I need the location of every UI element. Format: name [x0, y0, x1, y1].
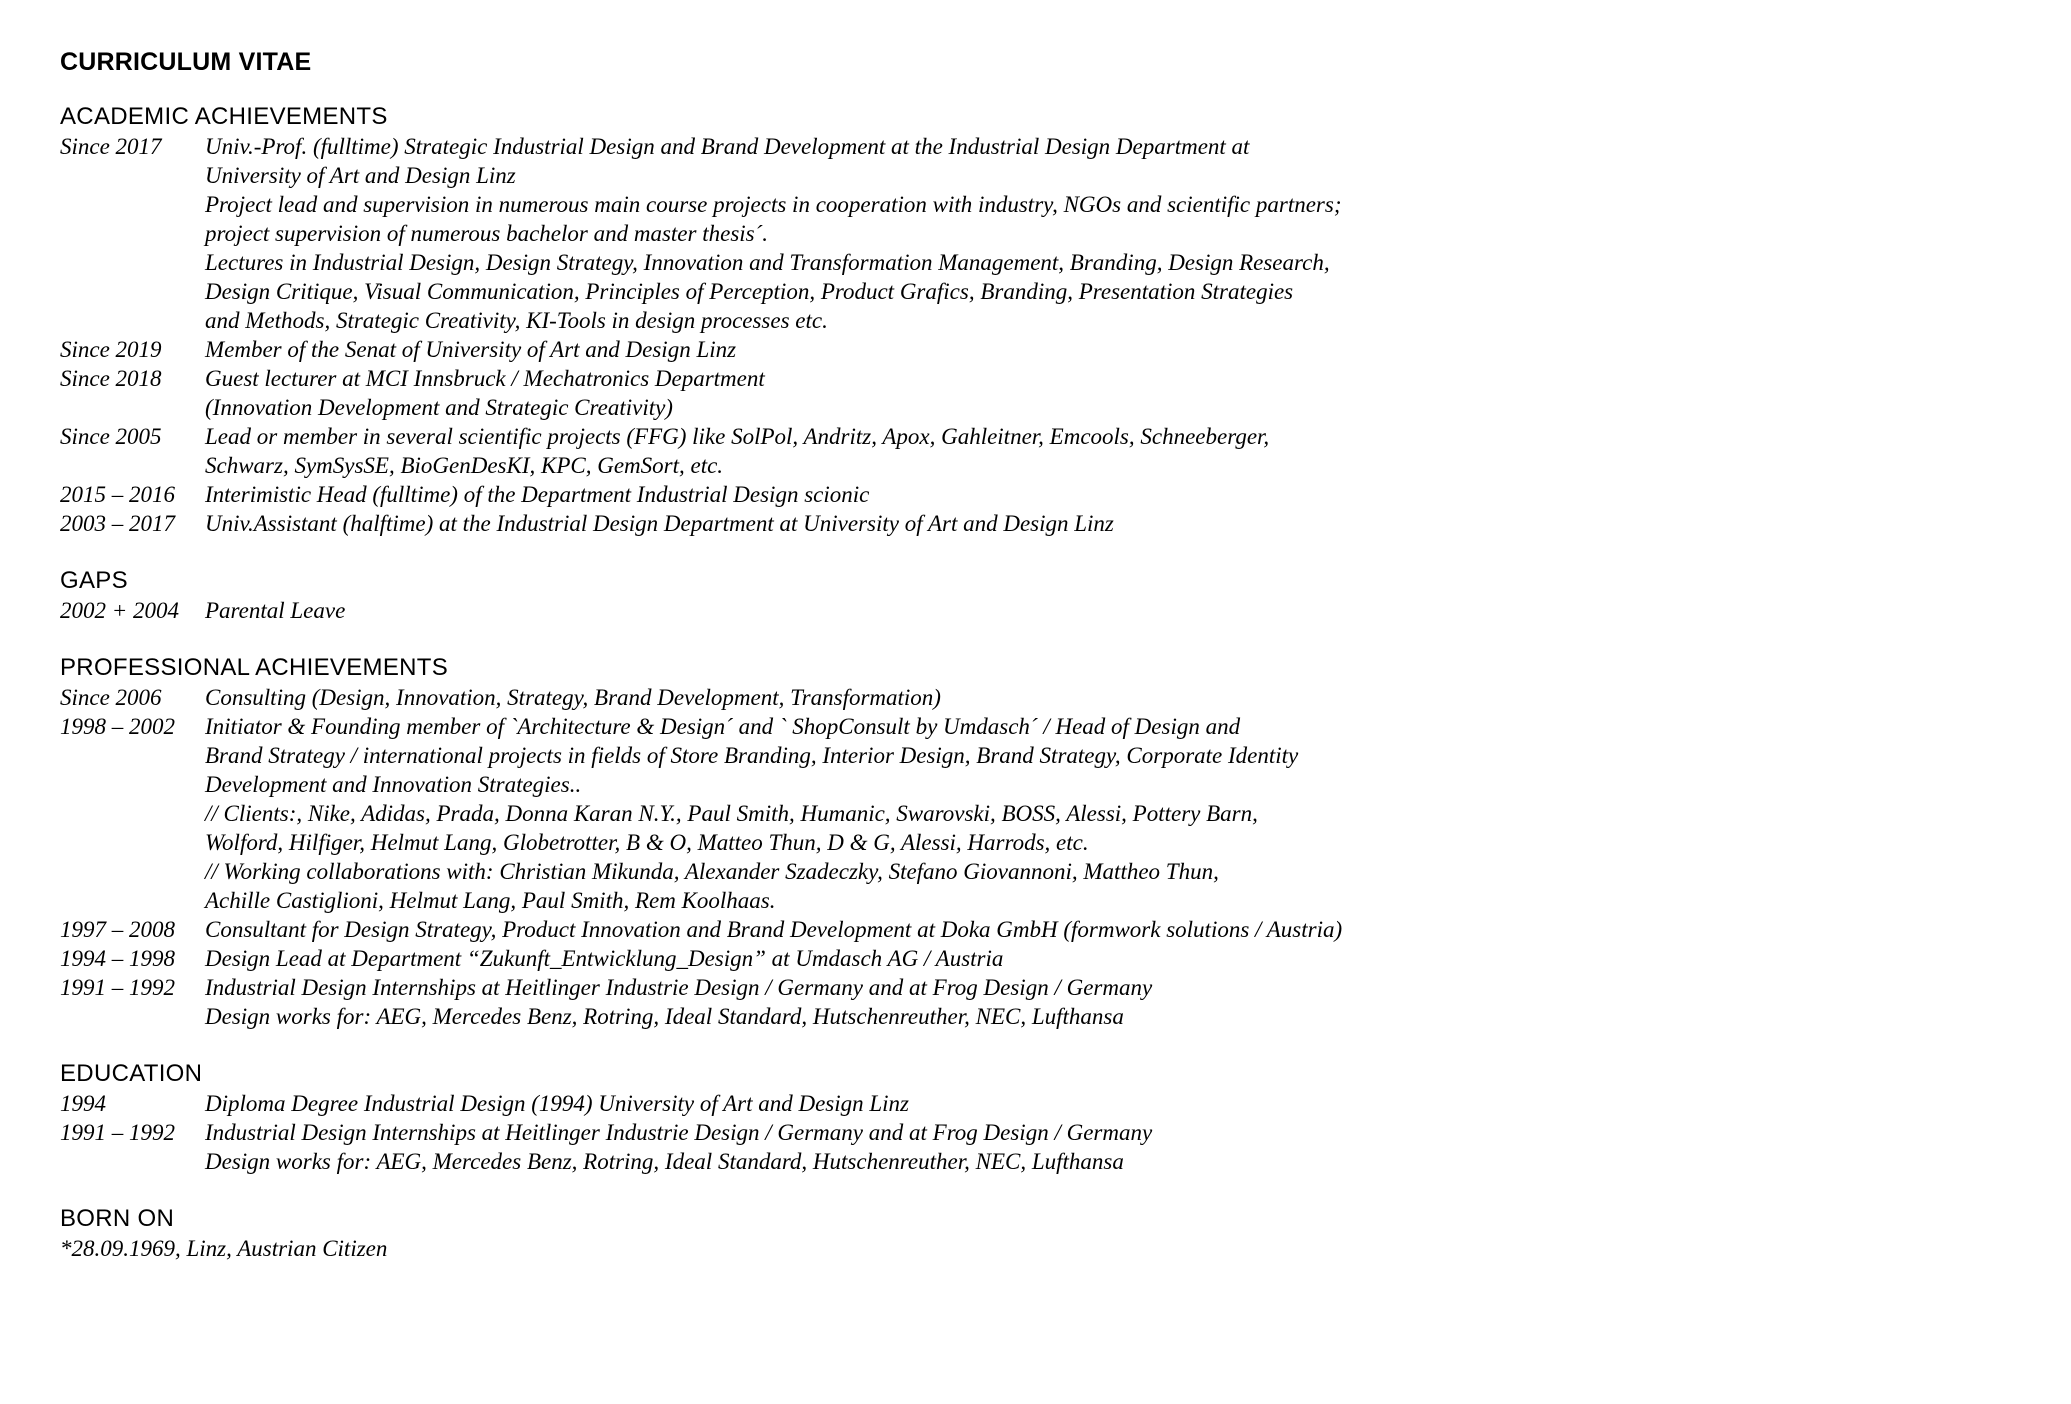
section-education [60, 1059, 2050, 1176]
entry-date: 2003 – 2017 [60, 511, 175, 536]
entry-line: University of Art and Design Linz [205, 163, 516, 188]
section-gaps [60, 566, 2050, 625]
cv-entry [60, 683, 2050, 712]
cv-entry [60, 915, 2050, 944]
cv-document [60, 46, 2050, 1291]
entry-date: Since 2017 [60, 134, 162, 159]
cv-entry [60, 596, 2050, 625]
entry-description [205, 973, 2050, 1031]
entry-date: Since 2006 [60, 685, 162, 710]
cv-entry [60, 509, 2050, 538]
entry-description [205, 944, 2050, 973]
entry-line: Initiator & Founding member of `Architecture & Design´ and ` ShopConsult by Umdasch´ / Head of Design and [205, 714, 1241, 739]
entry-line: Diploma Degree Industrial Design (1994) University of Art and Design Linz [205, 1091, 910, 1116]
entry-description [205, 335, 2050, 364]
entry-line: Development and Innovation Strategies.. [205, 772, 582, 797]
entry-description [205, 683, 2050, 712]
entry-line: Schwarz, SymSysSE, BioGenDesKI, KPC, GemSort, etc. [205, 453, 724, 478]
entry-description [205, 364, 2050, 422]
section-heading: EDUCATION [60, 1060, 203, 1087]
entry-date: Since 2018 [60, 366, 162, 391]
entry-line: Brand Strategy / international projects in fields of Store Branding, Interior Design, Brand Strategy, Corporate Identity [205, 743, 1299, 768]
entry-line: Industrial Design Internships at Heitlinger Industrie Design / Germany and at Frog Design / Germany [205, 1120, 1153, 1145]
entry-description [205, 915, 2050, 944]
entry-date: 1997 – 2008 [60, 917, 175, 942]
cv-entry [60, 480, 2050, 509]
entry-date: 1994 [60, 1091, 106, 1116]
entry-line: Lectures in Industrial Design, Design Strategy, Innovation and Transformation Management, Branding, Design Research, [205, 250, 1330, 275]
section-heading: GAPS [60, 567, 128, 594]
cv-entry [60, 944, 2050, 973]
entry-date: 1994 – 1998 [60, 946, 175, 971]
entry-line: (Innovation Development and Strategic Creativity) [205, 395, 673, 420]
section-born [60, 1204, 2050, 1263]
cv-entry [60, 364, 2050, 422]
entry-line: Member of the Senat of University of Art and Design Linz [205, 337, 737, 362]
entry-line: Achille Castiglioni, Helmut Lang, Paul Smith, Rem Koolhaas. [205, 888, 776, 913]
entry-list [60, 132, 2050, 538]
section-heading: PROFESSIONAL ACHIEVEMENTS [60, 654, 449, 681]
section-heading: ACADEMIC ACHIEVEMENTS [60, 103, 388, 130]
entry-line: // Working collaborations with: Christian Mikunda, Alexander Szadeczky, Stefano Giovannoni, Mattheo Thun, [205, 859, 1219, 884]
entry-line: Design works for: AEG, Mercedes Benz, Rotring, Ideal Standard, Hutschenreuther, NEC, Lufthansa [205, 1004, 1124, 1029]
entry-description [205, 422, 2050, 480]
section-heading: BORN ON [60, 1205, 175, 1232]
entry-line: Project lead and supervision in numerous main course projects in cooperation with industry, NGOs and scientific partners; [205, 192, 1342, 217]
entry-description [205, 596, 2050, 625]
entry-line: Consulting (Design, Innovation, Strategy, Brand Development, Transformation) [205, 685, 941, 710]
cv-entry [60, 132, 2050, 335]
entry-line: and Methods, Strategic Creativity, KI-Tools in design processes etc. [205, 308, 828, 333]
entry-line: Design Critique, Visual Communication, Principles of Perception, Product Grafics, Branding, Presentation Strategies [205, 279, 1294, 304]
cv-entry [60, 335, 2050, 364]
entry-line: Design works for: AEG, Mercedes Benz, Rotring, Ideal Standard, Hutschenreuther, NEC, Lufthansa [205, 1149, 1124, 1174]
entry-line: Design Lead at Department “Zukunft_Entwicklung_Design” at Umdasch AG / Austria [205, 946, 1004, 971]
entry-line: Univ.-Prof. (fulltime) Strategic Industrial Design and Brand Development at the Industrial Design Department at [205, 134, 1250, 159]
entry-line: Consultant for Design Strategy, Product Innovation and Brand Development at Doka GmbH (formwork solutions / Austria) [205, 917, 1343, 942]
entry-line: project supervision of numerous bachelor and master thesis´. [205, 221, 769, 246]
cv-entry [60, 422, 2050, 480]
entry-line: Interimistic Head (fulltime) of the Department Industrial Design scionic [205, 482, 870, 507]
entry-line: Parental Leave [205, 598, 346, 623]
entry-date: 2002 + 2004 [60, 598, 180, 623]
cv-entry [60, 1118, 2050, 1176]
entry-line: Lead or member in several scientific projects (FFG) like SolPol, Andritz, Apox, Gahleitner, Emcools, Schneeberger, [205, 424, 1270, 449]
entry-line: Industrial Design Internships at Heitlinger Industrie Design / Germany and at Frog Design / Germany [205, 975, 1153, 1000]
entry-date: 1998 – 2002 [60, 714, 175, 739]
section-academic [60, 102, 2050, 538]
entry-date: Since 2005 [60, 424, 162, 449]
cv-entry [60, 973, 2050, 1031]
entry-line: Wolford, Hilfiger, Helmut Lang, Globetrotter, B & O, Matteo Thun, D & G, Alessi, Harrods, etc. [205, 830, 1089, 855]
cv-entry [60, 712, 2050, 915]
section-professional [60, 653, 2050, 1031]
entry-description [205, 1118, 2050, 1176]
entry-list [60, 596, 2050, 625]
entry-description [205, 480, 2050, 509]
entry-date: Since 2019 [60, 337, 162, 362]
entry-description [205, 509, 2050, 538]
entry-line: // Clients:, Nike, Adidas, Prada, Donna Karan N.Y., Paul Smith, Humanic, Swarovski, BOSS, Alessi, Pottery Barn, [205, 801, 1258, 826]
cv-entry [60, 1089, 2050, 1118]
entry-date: 1991 – 1992 [60, 1120, 175, 1145]
entry-date: 2015 – 2016 [60, 482, 175, 507]
entry-line: Univ.Assistant (halftime) at the Industrial Design Department at University of Art and Design Linz [205, 511, 1114, 536]
entry-description [205, 1089, 2050, 1118]
entry-date: 1991 – 1992 [60, 975, 175, 1000]
entry-line: Guest lecturer at MCI Innsbruck / Mechatronics Department [205, 366, 765, 391]
entry-list [60, 683, 2050, 1031]
entry-list [60, 1089, 2050, 1176]
entry-description [205, 132, 2050, 335]
entry-description [205, 712, 2050, 915]
birth-info: *28.09.1969, Linz, Austrian Citizen [60, 1236, 388, 1261]
document-title: CURRICULUM VITAE [60, 48, 312, 76]
